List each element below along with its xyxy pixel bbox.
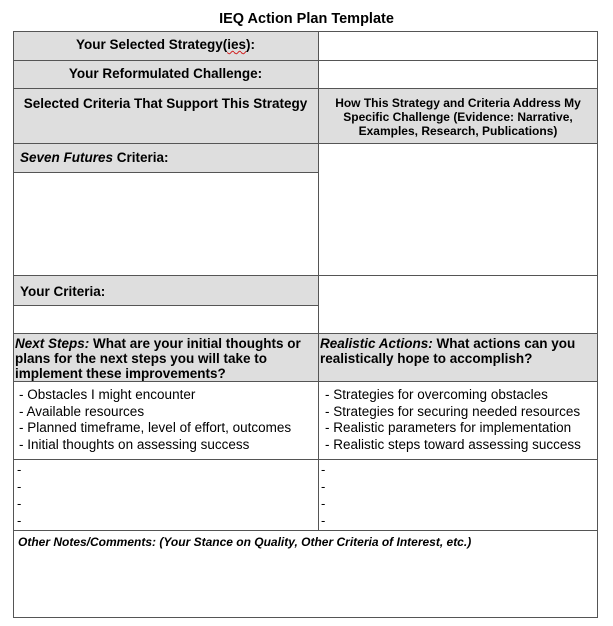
row-divider <box>13 143 598 144</box>
row-divider <box>13 88 598 89</box>
notes-label: Other Notes/Comments: (Your Stance on Quality, Other Criteria of Interest, etc.) <box>18 535 472 549</box>
row-divider <box>13 60 598 61</box>
strategy-label-prefix: Your Selected Strategy( <box>75 37 228 52</box>
table-border-top <box>13 31 598 32</box>
table-border-left <box>13 31 14 618</box>
list-item[interactable]: - <box>321 479 326 494</box>
next-steps-blank-list <box>17 461 307 529</box>
list-item: - Realistic steps toward assessing success <box>325 436 581 452</box>
next-steps-prompt-list <box>19 387 317 453</box>
list-item: - Realistic parameters for implementation <box>325 420 572 435</box>
seven-futures-label-italic: Seven Futures <box>20 150 114 165</box>
realistic-actions-label-rest: What actions can you realistically hope to accomplish? <box>320 336 576 366</box>
list-item: - Available resources <box>19 403 145 419</box>
list-item: - Strategies for overcoming obstacles <box>325 387 548 402</box>
table-border-right <box>597 31 598 618</box>
row-divider <box>13 275 598 276</box>
list-item: - Initial thoughts on assessing success <box>19 436 250 452</box>
next-steps-label-rest: What are your initial thoughts or plans for the next steps you will take to implement these improvements? <box>15 336 301 381</box>
your-criteria-label: Your Criteria: <box>20 284 106 299</box>
list-item[interactable]: - <box>17 496 22 511</box>
column-divider <box>318 31 319 530</box>
criteria-header-right: How This Strategy and Criteria Address My Specific Challenge (Evidence: Narrative, Examples, Research, Publications) <box>335 96 581 138</box>
row-divider <box>13 333 598 334</box>
row-divider <box>13 381 598 382</box>
realistic-actions-prompt-list <box>325 387 596 453</box>
list-item: - Planned timeframe, level of effort, outcomes <box>19 420 292 435</box>
row-divider <box>13 305 318 306</box>
seven-futures-label <box>20 150 315 165</box>
challenge-label: Your Reformulated Challenge: <box>68 66 263 81</box>
challenge-input-cell[interactable] <box>318 60 597 88</box>
strategy-label <box>13 37 318 52</box>
strategy-input-cell[interactable] <box>318 31 597 60</box>
page-title: IEQ Action Plan Template <box>219 11 394 27</box>
next-steps-header <box>15 336 315 381</box>
your-criteria-input-cell[interactable] <box>13 305 318 333</box>
row-divider <box>13 459 598 460</box>
realistic-actions-label-italic: Realistic Actions: <box>320 336 433 351</box>
row-divider <box>13 530 598 531</box>
seven-futures-input-cell[interactable] <box>13 172 318 275</box>
seven-futures-label-rest: Criteria: <box>113 150 169 165</box>
list-item[interactable]: - <box>321 513 326 528</box>
evidence-input-cell[interactable] <box>318 143 597 275</box>
table-border-bottom <box>13 617 598 618</box>
next-steps-label-italic: Next Steps: <box>15 336 90 351</box>
strategy-label-suffix: ): <box>246 37 256 52</box>
list-item[interactable]: - <box>17 479 22 494</box>
criteria-header-left: Selected Criteria That Support This Strategy <box>23 96 308 111</box>
list-item: - Obstacles I might encounter <box>19 387 196 402</box>
list-item: - Strategies for securing needed resources <box>325 403 581 419</box>
realistic-actions-blank-list <box>321 461 591 529</box>
your-criteria-evidence-cell[interactable] <box>318 275 597 333</box>
list-item[interactable]: - <box>17 462 22 477</box>
strategy-label-misspelled: ies <box>227 37 247 52</box>
realistic-actions-header <box>320 336 595 366</box>
row-divider <box>13 172 318 173</box>
list-item[interactable]: - <box>321 496 326 511</box>
list-item[interactable]: - <box>17 513 22 528</box>
list-item[interactable]: - <box>321 462 326 477</box>
